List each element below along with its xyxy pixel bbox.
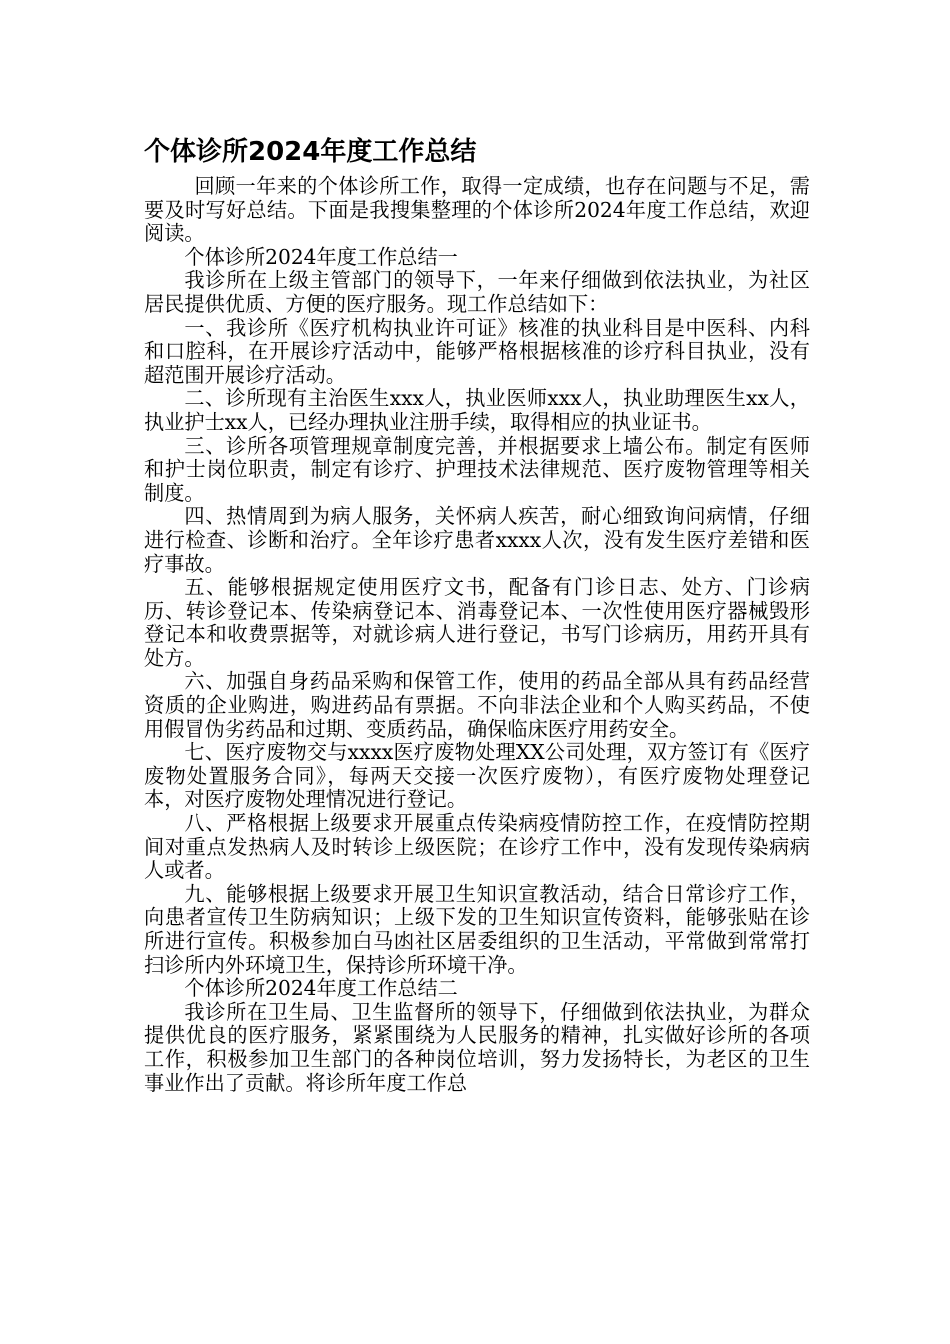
- document-page: [144, 135, 810, 1095]
- intro-paragraph: 回顾一年来的个体诊所工作，取得一定成绩，也存在问题与不足，需要及时写好总结。下面是我搜集整理的个体诊所2024年度工作总结，欢迎阅读。: [144, 174, 810, 246]
- body-paragraph: 五、能够根据规定使用医疗文书，配备有门诊日志、处方、门诊病历、转诊登记本、传染病登记本、消毒登记本、一次性使用医疗器械毁形登记本和收费票据等，对就诊病人进行登记，书写门诊病历，用药开具有处方。: [144, 575, 810, 670]
- body-paragraph: 七、医疗废物交与xxxx医疗废物处理XX公司处理，双方签订有《医疗废物处置服务合同》，每两天交接一次医疗废物），有医疗废物处理登记本，对医疗废物处理情况进行登记。: [144, 740, 810, 812]
- body-paragraph: 六、加强自身药品采购和保管工作，使用的药品全部从具有药品经营资质的企业购进，购进药品有票据。不向非法企业和个人购买药品，不使用假冒伪劣药品和过期、变质药品，确保临床医疗用药安全。: [144, 669, 810, 741]
- body-paragraph: 一、我诊所《医疗机构执业许可证》核准的执业科目是中医科、内科和口腔科，在开展诊疗活动中，能够严格根据核准的诊疗科目执业，没有超范围开展诊疗活动。: [144, 315, 810, 387]
- body-paragraph: 九、能够根据上级要求开展卫生知识宣教活动，结合日常诊疗工作，向患者宣传卫生防病知识；上级下发的卫生知识宣传资料，能够张贴在诊所进行宣传。积极参加白马凼社区居委组织的卫生活动，平常做到常常打扫诊所内外环境卫生，保持诊所环境干净。: [144, 881, 810, 977]
- body-paragraph: 四、热情周到为病人服务，关怀病人疾苦，耐心细致询问病情，仔细进行检查、诊断和治疗。全年诊疗患者xxxx人次，没有发生医疗差错和医疗事故。: [144, 504, 810, 576]
- document-title: 个体诊所2024年度工作总结: [144, 137, 477, 167]
- body-paragraph: 二、诊所现有主治医生xxx人，执业医师xxx人，执业助理医生xx人，执业护士xx人，已经办理执业注册手续，取得相应的执业证书。: [144, 386, 810, 434]
- section-heading-two: 个体诊所2024年度工作总结二: [184, 976, 458, 1001]
- body-paragraph: 我诊所在上级主管部门的领导下，一年来仔细做到依法执业，为社区居民提供优质、方便的医疗服务。现工作总结如下：: [144, 268, 810, 316]
- body-paragraph: 三、诊所各项管理规章制度完善，并根据要求上墙公布。制定有医师和护士岗位职责，制定有诊疗、护理技术法律规范、医疗废物管理等相关制度。: [144, 433, 810, 505]
- body-paragraph: 八、严格根据上级要求开展重点传染病疫情防控工作，在疫情防控期间对重点发热病人及时转诊上级医院；在诊疗工作中，没有发现传染病病人或者。: [144, 811, 810, 883]
- section-heading-one: 个体诊所2024年度工作总结一: [184, 244, 458, 269]
- body-paragraph: 我诊所在卫生局、卫生监督所的领导下，仔细做到依法执业，为群众提供优良的医疗服务，紧紧围绕为人民服务的精神，扎实做好诊所的各项工作，积极参加卫生部门的各种岗位培训，努力发扬特长，为老区的卫生事业作出了贡献。将诊所年度工作总: [144, 999, 810, 1095]
- document-body: [144, 175, 810, 1095]
